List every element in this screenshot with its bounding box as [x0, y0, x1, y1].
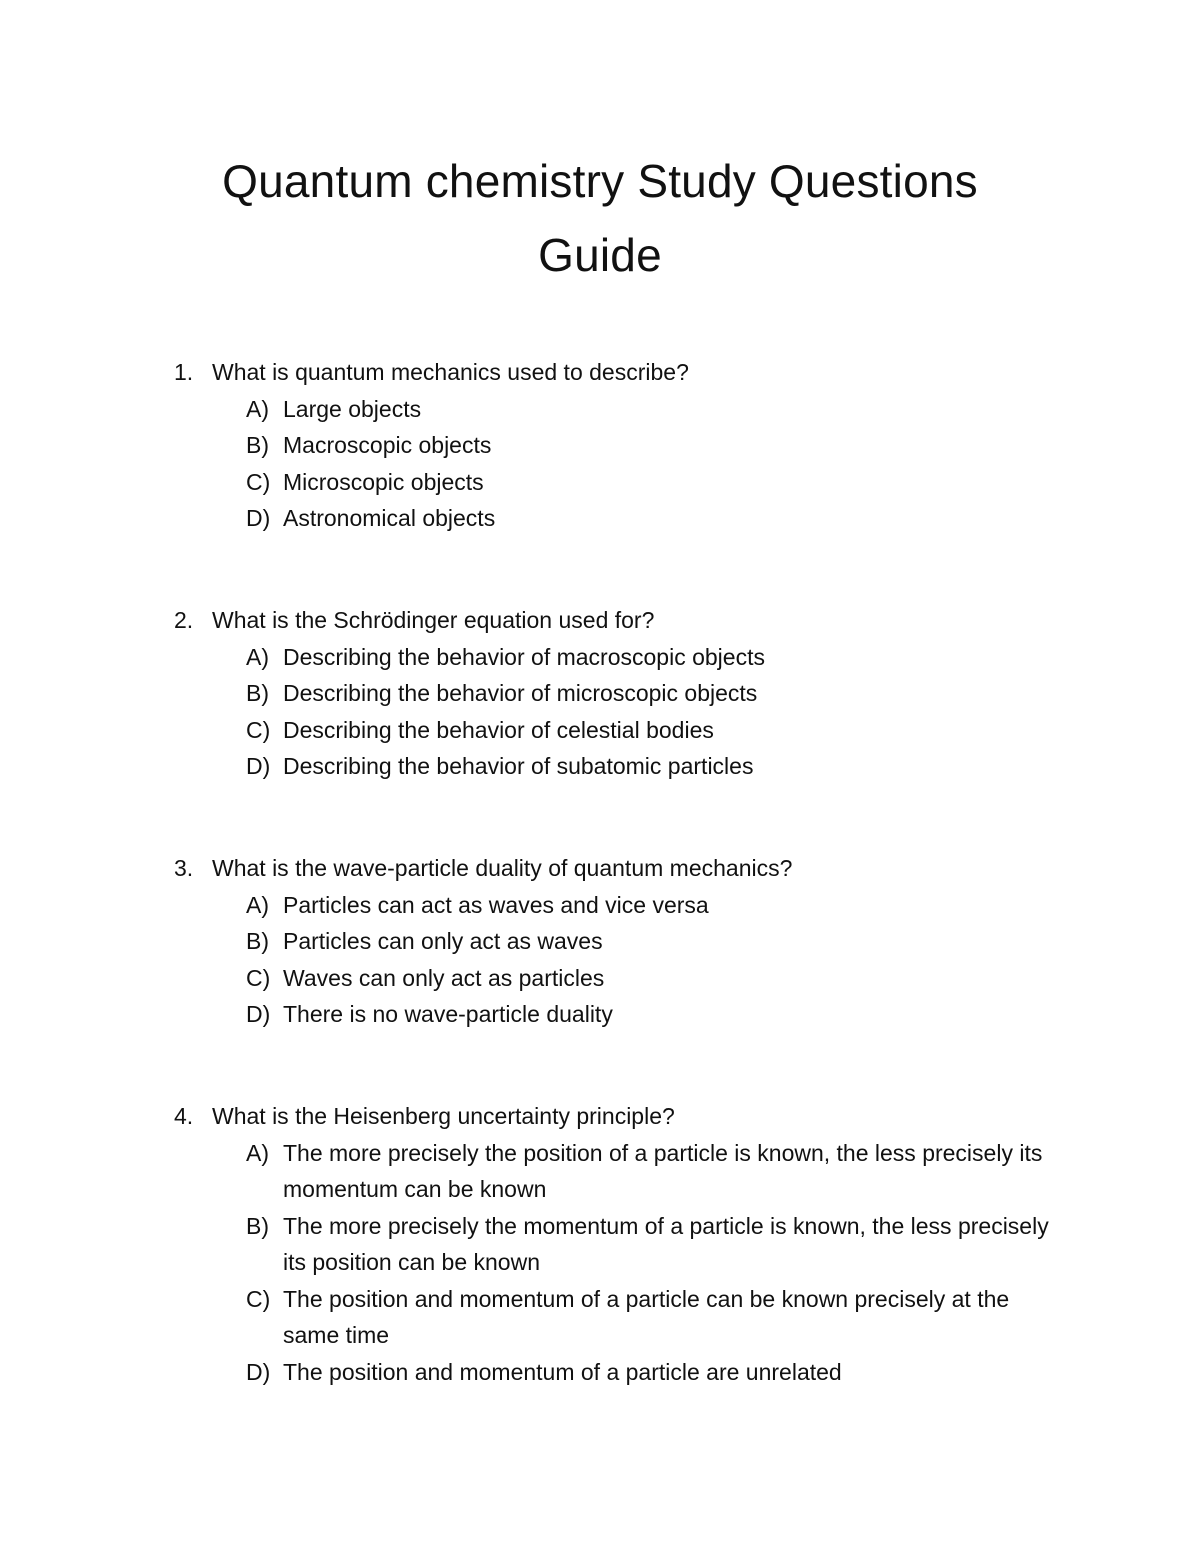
- question-stem: [174, 354, 1074, 391]
- page-title: Quantum chemistry Study Questions: [222, 155, 978, 207]
- option-letter: C): [246, 1285, 271, 1312]
- page-title-continued: Guide: [538, 229, 662, 281]
- option-text: Astronomical objects: [283, 505, 496, 531]
- option-letter: B): [246, 432, 269, 458]
- option-letter: B): [246, 1212, 269, 1239]
- option-text: Waves can only act as particles: [283, 964, 605, 991]
- option-letter: D): [246, 505, 271, 531]
- option-text: The more precisely the momentum of a particle is known, the less precisely its position can be known: [283, 1212, 1049, 1275]
- question-number: 2.: [174, 607, 194, 633]
- option-letter: C): [246, 468, 271, 495]
- option-letter: A): [246, 1139, 269, 1166]
- answer-option-c: [174, 1281, 1074, 1354]
- answer-option-d: [174, 996, 1074, 1033]
- question-3: [174, 850, 1074, 1033]
- question-stem: [174, 1098, 1074, 1135]
- option-text: Particles can act as waves and vice versa: [283, 891, 709, 918]
- question-stem: [174, 602, 1074, 639]
- option-text: Macroscopic objects: [283, 432, 492, 458]
- answer-option-b: [174, 427, 1074, 464]
- question-number: 1.: [174, 359, 194, 385]
- option-text: Describing the behavior of subatomic particles: [283, 753, 754, 779]
- question-text: What is the wave-particle duality of quantum mechanics?: [212, 855, 793, 881]
- option-letter: B): [246, 928, 269, 954]
- question-number: 4.: [174, 1103, 194, 1129]
- answer-option-b: [174, 923, 1074, 960]
- option-letter: B): [246, 680, 269, 706]
- question-text: What is the Heisenberg uncertainty principle?: [212, 1103, 675, 1129]
- answer-option-b: [174, 675, 1074, 712]
- option-letter: D): [246, 1358, 271, 1385]
- question-text: What is quantum mechanics used to describe?: [212, 359, 689, 385]
- answer-option-a: [174, 391, 1074, 428]
- answer-option-c: [174, 960, 1074, 997]
- option-text: Describing the behavior of celestial bodies: [283, 716, 714, 743]
- option-letter: A): [246, 891, 269, 918]
- option-text: The more precisely the position of a particle is known, the less precisely its momentum can be known: [283, 1139, 1043, 1202]
- option-letter: C): [246, 716, 271, 743]
- option-text: The position and momentum of a particle can be known precisely at the same time: [283, 1285, 1010, 1348]
- option-text: Microscopic objects: [283, 468, 484, 495]
- answer-option-d: [174, 500, 1074, 537]
- option-text: Large objects: [283, 395, 422, 422]
- answer-option-d: [174, 748, 1074, 785]
- question-2: [174, 602, 1074, 785]
- question-1: [174, 354, 1074, 537]
- answer-option-a: [174, 639, 1074, 676]
- answer-option-a: [174, 1135, 1074, 1208]
- question-number: 3.: [174, 855, 194, 881]
- answer-option-d: [174, 1354, 1074, 1391]
- answer-option-b: [174, 1208, 1074, 1281]
- question-4: [174, 1098, 1074, 1390]
- question-text: What is the Schrödinger equation used for?: [212, 607, 655, 633]
- answer-option-c: [174, 464, 1074, 501]
- option-letter: C): [246, 964, 271, 991]
- answer-option-a: [174, 887, 1074, 924]
- option-text: The position and momentum of a particle are unrelated: [283, 1358, 842, 1385]
- option-text: Particles can only act as waves: [283, 928, 603, 954]
- option-text: Describing the behavior of macroscopic objects: [283, 643, 765, 670]
- option-text: There is no wave-particle duality: [283, 1001, 613, 1027]
- option-letter: D): [246, 753, 271, 779]
- question-stem: [174, 850, 1074, 887]
- option-text: Describing the behavior of microscopic objects: [283, 680, 758, 706]
- answer-option-c: [174, 712, 1074, 749]
- option-letter: A): [246, 643, 269, 670]
- option-letter: D): [246, 1001, 271, 1027]
- option-letter: A): [246, 395, 269, 422]
